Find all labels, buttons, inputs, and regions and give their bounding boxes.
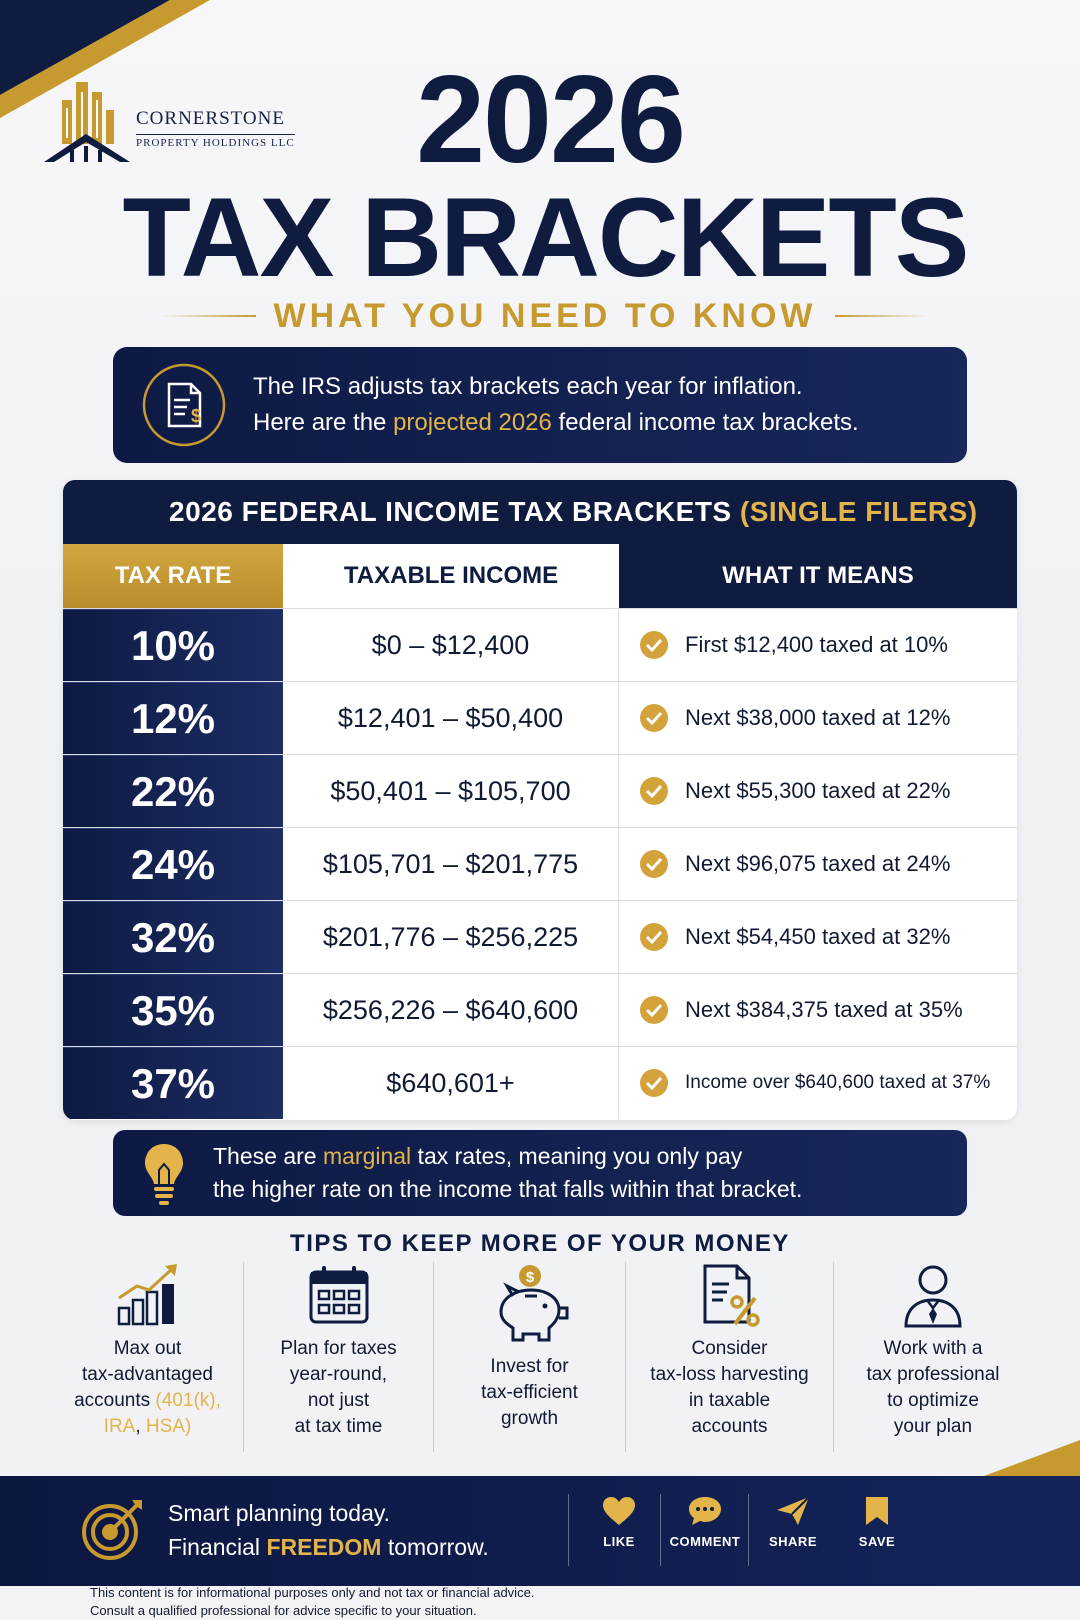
tax-brackets-table (63, 480, 1017, 1120)
check-circle-icon (639, 776, 669, 806)
slogan-line-1: Smart planning today. (168, 1500, 391, 1526)
what-it-means-text: Next $96,075 taxed at 24% (685, 851, 951, 876)
check-circle-icon (639, 849, 669, 879)
tip-3-line-3: growth (500, 1408, 559, 1429)
tip-3-line-1: Invest for (490, 1356, 569, 1377)
tips-title: TIPS TO KEEP MORE OF YOUR MONEY (290, 1230, 790, 1257)
share-button[interactable] (748, 1496, 838, 1549)
calendar-icon (306, 1262, 372, 1328)
tip-1-line-4: IRA, HSA) (103, 1416, 192, 1437)
save-label: SAVE (858, 1534, 896, 1549)
header-taxable-income: TAXABLE INCOME (283, 544, 619, 608)
lightbulb-icon (141, 1140, 187, 1206)
check-circle-icon (639, 995, 669, 1025)
share-label: SHARE (768, 1534, 817, 1549)
tip-plan-year-round (244, 1262, 434, 1452)
bookmark-icon (860, 1496, 894, 1526)
disclaimer (90, 1584, 534, 1620)
tax-rate-cell: 35% (63, 974, 283, 1046)
share-icon (776, 1496, 810, 1526)
table-row (63, 681, 1017, 754)
divider-right (835, 315, 931, 317)
document-dollar-icon (141, 362, 227, 448)
growth-chart-icon (115, 1262, 181, 1328)
tax-rate-cell: 10% (63, 609, 283, 681)
what-it-means-text: Next $384,375 taxed at 35% (685, 997, 963, 1022)
table-title-highlight: (SINGLE FILERS) (739, 496, 978, 527)
headline-main: TAX BRACKETS (122, 175, 968, 300)
table-row (63, 900, 1017, 973)
like-button[interactable] (574, 1496, 664, 1549)
comment-icon (688, 1496, 722, 1526)
tip-4-line-4: accounts (691, 1416, 768, 1437)
tip-5-line-4: your plan (893, 1416, 973, 1437)
svg-text:$: $ (525, 1269, 534, 1286)
slogan-line-2: Financial FREEDOM tomorrow. (168, 1534, 489, 1560)
headline-year: 2026 (416, 51, 684, 189)
taxable-income-cell: $12,401 – $50,400 (283, 682, 619, 754)
table-row (63, 608, 1017, 681)
tip-5-line-2: tax professional (866, 1364, 1000, 1385)
tax-rate-cell: 37% (63, 1047, 283, 1119)
tip-4-line-1: Consider (691, 1338, 768, 1359)
tip-1-line-1: Max out (113, 1338, 182, 1359)
what-it-means-cell (619, 1047, 1017, 1119)
intro-line-1: The IRS adjusts tax brackets each year for inflation. (253, 373, 803, 400)
headline-subtitle-row (160, 296, 930, 336)
what-it-means-text: Next $38,000 taxed at 12% (685, 705, 951, 730)
document-percent-icon (697, 1262, 763, 1328)
taxable-income-cell: $0 – $12,400 (283, 609, 619, 681)
svg-text:$: $ (190, 406, 202, 426)
tips-row (52, 1262, 1032, 1452)
what-it-means-text: First $12,400 taxed at 10% (685, 632, 948, 657)
comment-label: COMMENT (669, 1534, 741, 1549)
what-it-means-text: Income over $640,600 taxed at 37% (685, 1072, 991, 1093)
slogan-highlight: FREEDOM (266, 1534, 382, 1560)
professional-person-icon (900, 1262, 966, 1328)
table-title: 2026 FEDERAL INCOME TAX BRACKETS (SINGLE FILERS) (63, 480, 1017, 544)
divider-left (160, 315, 256, 317)
taxable-income-cell: $201,776 – $256,225 (283, 901, 619, 973)
building-logo-icon (40, 78, 132, 166)
brand-logo (40, 78, 300, 168)
footer-slogan (168, 1496, 489, 1564)
what-it-means-text: Next $55,300 taxed at 22% (685, 778, 951, 803)
taxable-income-cell: $640,601+ (283, 1047, 619, 1119)
tip-1-line-3: accounts (401(k), (74, 1390, 221, 1411)
table-header (63, 544, 1017, 608)
intro-line-2: Here are the projected 2026 federal income tax brackets. (253, 409, 859, 436)
tip-2-line-4: at tax time (294, 1416, 383, 1437)
brand-name: CORNERSTONE (136, 108, 285, 129)
table-row (63, 973, 1017, 1046)
brand-subtitle: PROPERTY HOLDINGS LLC (136, 134, 295, 149)
save-button[interactable] (832, 1496, 922, 1549)
what-it-means-cell (619, 682, 1017, 754)
what-it-means-text: Next $54,450 taxed at 32% (685, 924, 951, 949)
tax-rate-cell: 12% (63, 682, 283, 754)
check-circle-icon (639, 703, 669, 733)
tip-1-line-2: tax-advantaged (82, 1364, 213, 1385)
intro-highlight: projected 2026 (393, 409, 552, 436)
tip-4-line-3: in taxable (688, 1390, 771, 1411)
header-tax-rate: TAX RATE (63, 544, 283, 608)
note-line-2: the higher rate on the income that falls within that bracket. (213, 1176, 803, 1202)
check-circle-icon (639, 630, 669, 660)
taxable-income-cell: $50,401 – $105,700 (283, 755, 619, 827)
tip-5-line-1: Work with a (883, 1338, 983, 1359)
what-it-means-cell (619, 755, 1017, 827)
taxable-income-cell: $256,226 – $640,600 (283, 974, 619, 1046)
heart-icon (602, 1496, 636, 1526)
tip-3-line-2: tax-efficient (481, 1382, 578, 1403)
table-row (63, 754, 1017, 827)
table-row (63, 827, 1017, 900)
target-icon (80, 1496, 146, 1562)
tip-4-line-2: tax-loss harvesting (650, 1364, 809, 1385)
tip-2-line-1: Plan for taxes (280, 1338, 397, 1359)
tip-tax-loss-harvesting (626, 1262, 834, 1452)
what-it-means-cell (619, 974, 1017, 1046)
tip-2-line-3: not just (307, 1390, 370, 1411)
piggy-bank-icon (487, 1262, 573, 1346)
tip-tax-professional (834, 1262, 1032, 1452)
tip-retirement-accounts (52, 1262, 244, 1452)
table-row (63, 1046, 1017, 1119)
note-line-1: These are marginal tax rates, meaning you only pay (213, 1143, 743, 1169)
intro-banner (113, 347, 967, 463)
marginal-rate-note (113, 1130, 967, 1216)
what-it-means-cell (619, 828, 1017, 900)
footer-divider (568, 1494, 569, 1566)
disclaimer-line-1: This content is for informational purposes only and not tax or financial advice. (90, 1585, 535, 1600)
check-circle-icon (639, 1068, 669, 1098)
comment-button[interactable] (660, 1496, 750, 1549)
tip-5-line-3: to optimize (887, 1390, 979, 1411)
what-it-means-cell (619, 901, 1017, 973)
tip-2-line-2: year-round, (289, 1364, 388, 1385)
headline-subtitle: WHAT YOU NEED TO KNOW (273, 296, 817, 335)
what-it-means-cell (619, 609, 1017, 681)
footer-bar (0, 1476, 1080, 1586)
note-highlight: marginal (322, 1143, 412, 1169)
tax-rate-cell: 22% (63, 755, 283, 827)
header-what-it-means: WHAT IT MEANS (619, 544, 1017, 608)
tax-rate-cell: 24% (63, 828, 283, 900)
disclaimer-line-2: Consult a qualified professional for advice specific to your situation. (90, 1603, 477, 1618)
check-circle-icon (639, 922, 669, 952)
tip-tax-efficient-growth (434, 1262, 626, 1452)
like-label: LIKE (603, 1534, 635, 1549)
tax-rate-cell: 32% (63, 901, 283, 973)
taxable-income-cell: $105,701 – $201,775 (283, 828, 619, 900)
